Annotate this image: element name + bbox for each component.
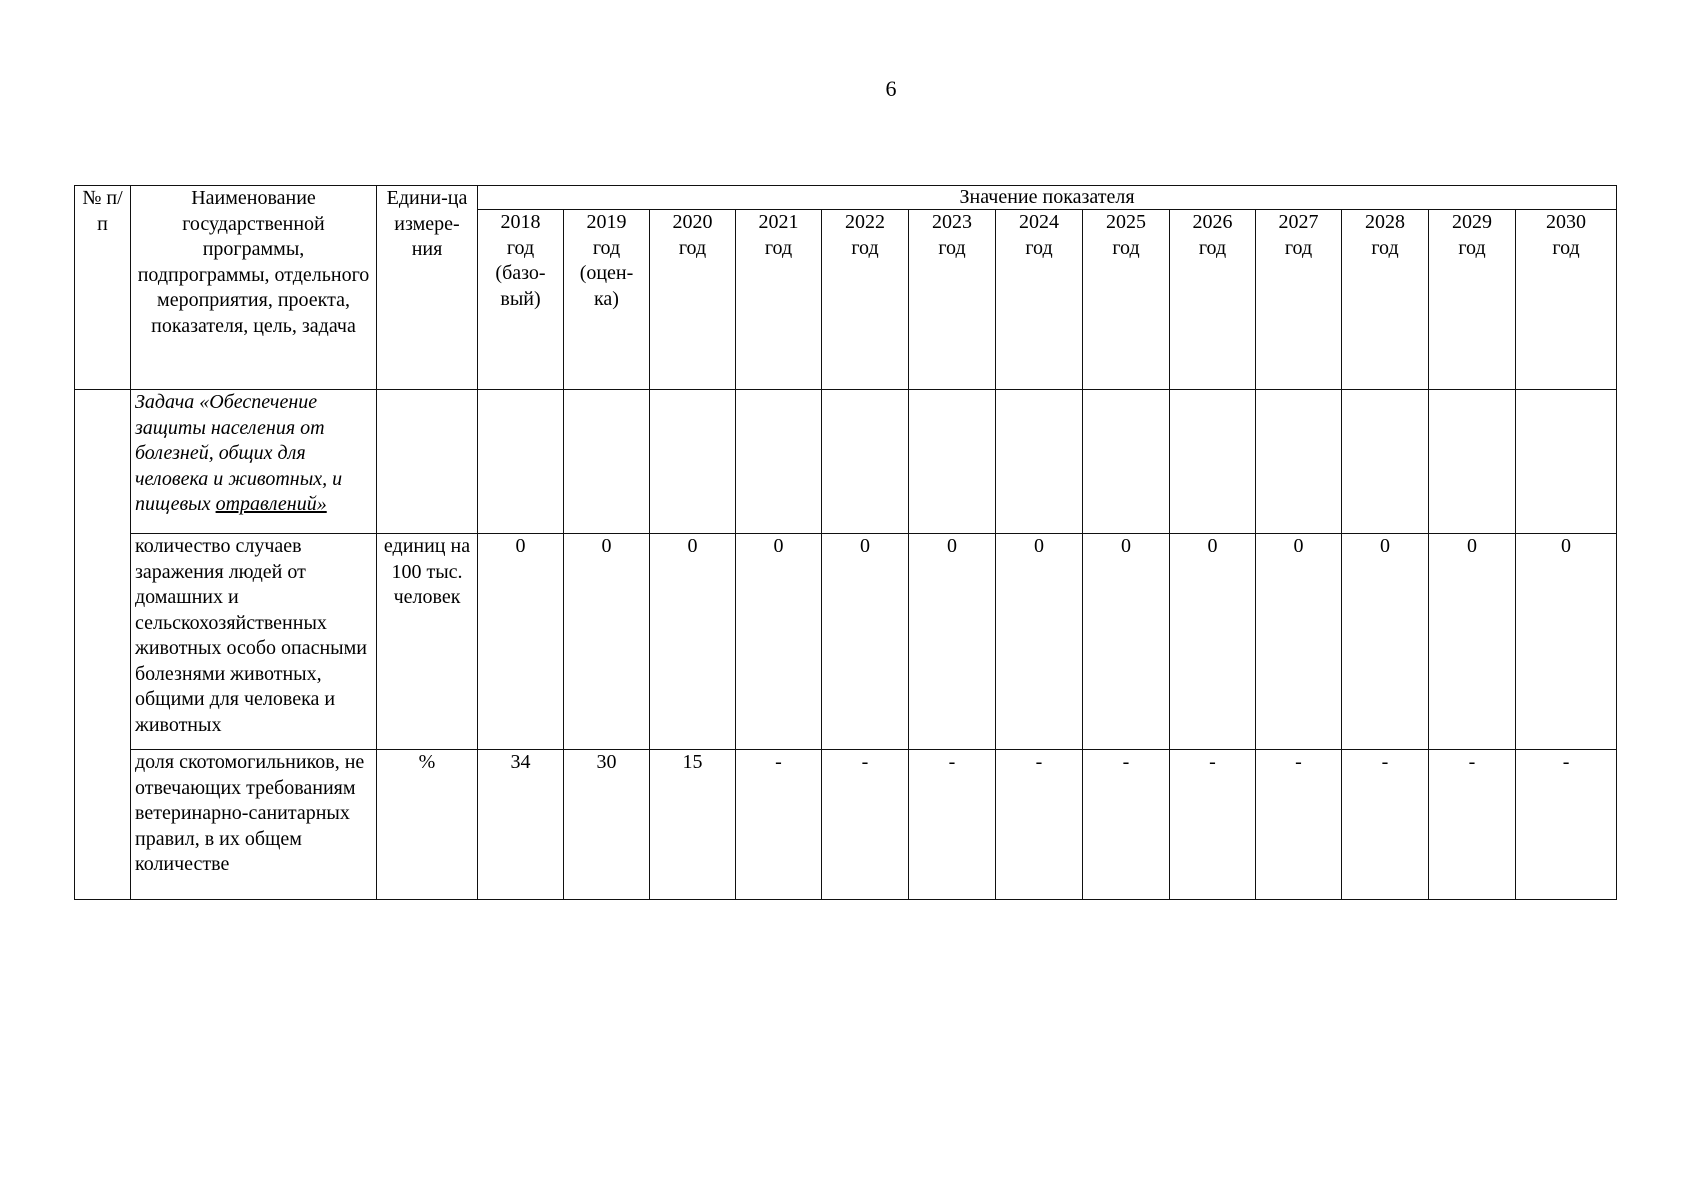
value-cell-2029 bbox=[1429, 390, 1516, 534]
header-year-suffix: год bbox=[764, 236, 793, 259]
header-year-suffix: год bbox=[1552, 236, 1580, 259]
header-year-number: 2030 bbox=[1546, 211, 1587, 233]
header-unit: Едини-ца измере-ния bbox=[377, 186, 478, 390]
value-cell-2020 bbox=[650, 390, 736, 534]
header-year-suffix: год bbox=[851, 236, 879, 259]
header-year-2020 bbox=[650, 210, 736, 390]
value-cell-2028: - bbox=[1342, 750, 1429, 900]
header-year-note: (базо-вый) bbox=[495, 262, 546, 310]
header-year-2028 bbox=[1342, 210, 1429, 390]
value-cell-2030: - bbox=[1516, 750, 1617, 900]
value-cell-2018 bbox=[478, 390, 564, 534]
header-year-number: 2022 bbox=[845, 211, 885, 233]
value-cell-2025: 0 bbox=[1083, 534, 1170, 750]
value-cell-2026: - bbox=[1170, 750, 1256, 900]
task-title-underlined: отравлений» bbox=[215, 493, 327, 515]
value-cell-2028: 0 bbox=[1342, 534, 1429, 750]
header-year-number: 2025 bbox=[1106, 211, 1146, 233]
indicator-row bbox=[75, 750, 1617, 900]
header-name: Наименование государственной программы, подпрограммы, отдельного мероприятия, проекта, показателя, цель, задача bbox=[131, 186, 377, 390]
header-year-2025 bbox=[1083, 210, 1170, 390]
value-cell-2025 bbox=[1083, 390, 1170, 534]
header-year-suffix: год bbox=[1112, 236, 1140, 259]
task-title: Задача «Обеспечение защиты населения от болезней, общих для человека и животных, и пищевых bbox=[135, 391, 343, 515]
value-cell-2022: 0 bbox=[822, 534, 909, 750]
header-year-number: 2020 bbox=[672, 211, 713, 233]
value-cell-2029: 0 bbox=[1429, 534, 1516, 750]
header-year-number: 2019 bbox=[586, 211, 627, 233]
value-cell-2025: - bbox=[1083, 750, 1170, 900]
header-year-2024 bbox=[996, 210, 1083, 390]
header-year-number: 2018 bbox=[500, 211, 541, 233]
header-year-2021 bbox=[736, 210, 822, 390]
header-year-2027 bbox=[1256, 210, 1342, 390]
header-row-group bbox=[75, 186, 1617, 210]
value-cell-2024 bbox=[996, 390, 1083, 534]
header-year-suffix: год bbox=[1458, 236, 1486, 259]
value-cell-2022 bbox=[822, 390, 909, 534]
header-year-2029 bbox=[1429, 210, 1516, 390]
value-cell-2020: 15 bbox=[650, 750, 736, 900]
header-year-2018 bbox=[478, 210, 564, 390]
header-year-number: 2023 bbox=[932, 211, 972, 233]
row-name-cell: количество случаев заражения людей от домашних и сельскохозяйственных животных особо опасными болезнями животных, общими для человека и животных bbox=[131, 534, 377, 750]
header-num: № п/п bbox=[75, 186, 131, 390]
value-cell-2026 bbox=[1170, 390, 1256, 534]
header-year-suffix: год bbox=[1284, 236, 1313, 259]
row-unit-cell: % bbox=[377, 750, 478, 900]
value-cell-2021: 0 bbox=[736, 534, 822, 750]
row-name-cell bbox=[131, 390, 377, 534]
header-year-suffix: год bbox=[506, 236, 535, 259]
value-cell-2019: 30 bbox=[564, 750, 650, 900]
row-name-cell: доля скотомогильников, не отвечающих требованиям ветеринарно-санитарных правил, в их общем количестве bbox=[131, 750, 377, 900]
header-year-2023 bbox=[909, 210, 996, 390]
header-year-suffix: год bbox=[938, 236, 966, 259]
value-cell-2027 bbox=[1256, 390, 1342, 534]
value-cell-2023: 0 bbox=[909, 534, 996, 750]
value-cell-2029: - bbox=[1429, 750, 1516, 900]
value-cell-2021: - bbox=[736, 750, 822, 900]
header-year-2030 bbox=[1516, 210, 1617, 390]
row-unit-cell bbox=[377, 390, 478, 534]
header-year-suffix: год bbox=[1025, 236, 1053, 259]
task-row bbox=[75, 390, 1617, 534]
header-year-number: 2021 bbox=[758, 211, 799, 233]
value-cell-2023 bbox=[909, 390, 996, 534]
value-cell-2019: 0 bbox=[564, 534, 650, 750]
header-year-2022 bbox=[822, 210, 909, 390]
header-year-2026 bbox=[1170, 210, 1256, 390]
value-cell-2030 bbox=[1516, 390, 1617, 534]
header-year-number: 2029 bbox=[1452, 211, 1492, 233]
value-cell-2018: 0 bbox=[478, 534, 564, 750]
header-year-number: 2028 bbox=[1365, 211, 1405, 233]
header-year-number: 2026 bbox=[1192, 211, 1233, 233]
value-cell-2026: 0 bbox=[1170, 534, 1256, 750]
page-number: 6 bbox=[885, 76, 897, 101]
row-number-cell bbox=[75, 390, 131, 900]
value-cell-2023: - bbox=[909, 750, 996, 900]
header-year-suffix: год bbox=[592, 236, 621, 259]
header-value-group: Значение показателя bbox=[478, 186, 1617, 210]
indicators-table bbox=[74, 185, 1617, 900]
value-cell-2030: 0 bbox=[1516, 534, 1617, 750]
row-unit-cell: единиц на 100 тыс. человек bbox=[377, 534, 478, 750]
value-cell-2019 bbox=[564, 390, 650, 534]
value-cell-2018: 34 bbox=[478, 750, 564, 900]
header-year-suffix: год bbox=[1371, 236, 1399, 259]
value-cell-2024: 0 bbox=[996, 534, 1083, 750]
header-year-number: 2024 bbox=[1019, 211, 1059, 233]
value-cell-2027: - bbox=[1256, 750, 1342, 900]
value-cell-2022: - bbox=[822, 750, 909, 900]
header-year-note: (оцен-ка) bbox=[579, 262, 634, 310]
value-cell-2020: 0 bbox=[650, 534, 736, 750]
header-year-suffix: год bbox=[678, 236, 707, 259]
header-year-suffix: год bbox=[1198, 236, 1227, 259]
value-cell-2027: 0 bbox=[1256, 534, 1342, 750]
indicator-row bbox=[75, 534, 1617, 750]
value-cell-2021 bbox=[736, 390, 822, 534]
value-cell-2024: - bbox=[996, 750, 1083, 900]
value-cell-2028 bbox=[1342, 390, 1429, 534]
header-year-number: 2027 bbox=[1278, 211, 1319, 233]
header-year-2019 bbox=[564, 210, 650, 390]
